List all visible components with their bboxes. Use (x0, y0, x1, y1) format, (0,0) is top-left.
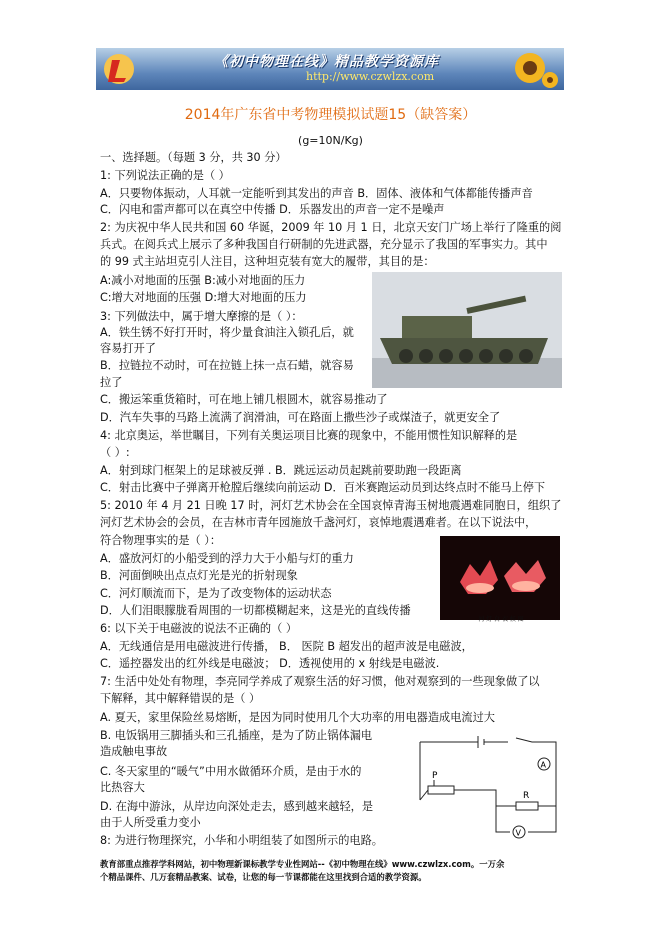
text-line: 拉了 (100, 376, 123, 389)
document-title: 2014年广东省中考物理模拟试题15（缺答案） (184, 107, 477, 123)
text-line: C. 冬天家里的“暖气”中用水做循环介质，是由于水的 (100, 765, 362, 778)
tank-photo (372, 272, 562, 388)
text-line: A．无线通信是用电磁波进行传播， B． 医院 B 超发出的超声波是电磁波， (100, 640, 473, 653)
text-line: C:增大对地面的压强 D:增大对地面的压力 (100, 291, 307, 304)
footer-line: 个精品课件、几万套精品教案、试卷，让您的每一节课都能在这里找到合适的教学资源。 (100, 872, 427, 882)
text-line: B. 电饭锅用三脚插头和三孔插座，是为了防止锅体漏电 (100, 729, 373, 742)
text-line: 1: 下列说法正确的是（ ） (100, 169, 230, 182)
label-voltmeter: V (515, 828, 521, 838)
text-line: 下解释，其中解释错误的是（ ） (100, 692, 261, 705)
text-line: C．搬运笨重货箱时，可在地上铺几根圆木，就容易推动了 (100, 393, 388, 406)
text-line: 8: 为进行物理探究，小华和小明组装了如图所示的电路。 (100, 834, 383, 847)
text-line: C．闪电和雷声都可以在真空中传播 D．乐器发出的声音一定不是噪声 (100, 203, 445, 216)
label-r: R (523, 791, 530, 801)
header-banner (96, 48, 564, 90)
text-line: D. 在海中游泳，从岸边向深处走去，感到越来越轻，是 (100, 800, 374, 813)
text-line: （ ）: (100, 446, 130, 459)
text-line: 的 99 式主站坦克引人注目，这种坦克装有宽大的履带，其目的是： (100, 255, 435, 268)
text-line: 3: 下列做法中，属于增大摩擦的是（ ）： (100, 310, 303, 323)
text-line: C．遥控器发出的红外线是电磁波； D．透视使用的 x 射线是电磁波. (100, 657, 440, 670)
label-p: P (432, 771, 438, 781)
document-subtitle: (g=10N/Kg) (298, 134, 363, 147)
text-line: B．拉链拉不动时，可在拉链上抹一点石蜡，就容易 (100, 359, 354, 372)
text-line: 容易打开了 (100, 342, 156, 355)
text-line: C．河灯顺流而下，是为了改变物体的运动状态 (100, 587, 332, 600)
sunflower-icon (502, 50, 558, 88)
text-line: A．只要物体振动，人耳就一定能听到其发出的声音 B．固体、液体和气体都能传播声音 (100, 187, 533, 200)
text-line: B．河面倒映出点点灯光是光的折射现象 (100, 569, 298, 582)
river-lamp-photo (440, 536, 560, 620)
text-line: 一、选择题。（每题 3 分，共 30 分） (100, 151, 287, 164)
text-line: 符合物理事实的是（ ）： (100, 534, 222, 547)
text-line: A．射到球门框架上的足球被反弹 . B．跳远运动员起跳前要助跑一段距离 (100, 464, 462, 477)
text-line: C．射击比赛中子弹离开枪膛后继续向前运动 D．百米赛跑运动员到达终点时不能马上停下 (100, 481, 546, 494)
lamp-caption: 河 灯 白 衣 候 图 (478, 616, 524, 623)
text-line: 兵式。在阅兵式上展示了多种我国自行研制的先进武器，充分显示了我国的军事实力。其中 (100, 238, 548, 251)
text-line: 4: 北京奥运，举世瞩目，下列有关奥运项目比赛的现象中，不能用惯性知识解释的是 (100, 429, 518, 442)
text-line: 比热容大 (100, 781, 145, 794)
text-line: D．汽车失事的马路上流满了润滑油，可在路面上撒些沙子或煤渣子，就更安全了 (100, 411, 501, 424)
text-line: 2: 为庆祝中华人民共和国 60 华诞，2009 年 10 月 1 日，北京天安门广场上举行了隆重的阅 (100, 221, 562, 234)
banner-url[interactable]: http://www.czwlzx.com (306, 70, 435, 83)
text-line: D．人们泪眼朦胧看周围的一切都模糊起来，这是光的直线传播 (100, 604, 411, 617)
text-line: A:减小对地面的压强 B:减小对地面的压力 (100, 274, 306, 287)
text-line: A．盛放河灯的小船受到的浮力大于小船与灯的重力 (100, 552, 354, 565)
site-logo-icon (102, 52, 136, 86)
text-line: 7: 生活中处处有物理，李亮同学养成了观察生活的好习惯，他对观察到的一些现象做了以 (100, 675, 540, 688)
text-line: 6: 以下关于电磁波的说法不正确的（ ） (100, 622, 298, 635)
text-line: 由于人所受重力变小 (100, 816, 201, 829)
footer-line: 教育部重点推荐学科网站，初中物理新课标教学专业性网站--《初中物理在线》www.czwlzx.com。一万余 (100, 859, 505, 869)
label-ammeter: A (540, 760, 546, 770)
text-line: 河灯艺术协会的会员，在吉林市青年园施放千盏河灯，哀悼地震遇难者。在以下说法中， (100, 516, 537, 529)
text-line: 造成触电事故 (100, 745, 168, 758)
text-line: A. 夏天，家里保险丝易熔断，是因为同时使用几个大功率的用电器造成电流过大 (100, 711, 495, 724)
banner-title: 《初中物理在线》精品教学资源库 (214, 54, 439, 70)
text-line: 5: 2010 年 4 月 21 日晚 17 时，河灯艺术协会在全国哀悼青海玉树地震遇难同胞日，组织了 (100, 499, 562, 512)
text-line: A．铁生锈不好打开时，将少量食油注入锁孔后，就 (100, 326, 354, 339)
circuit-diagram (418, 734, 560, 842)
